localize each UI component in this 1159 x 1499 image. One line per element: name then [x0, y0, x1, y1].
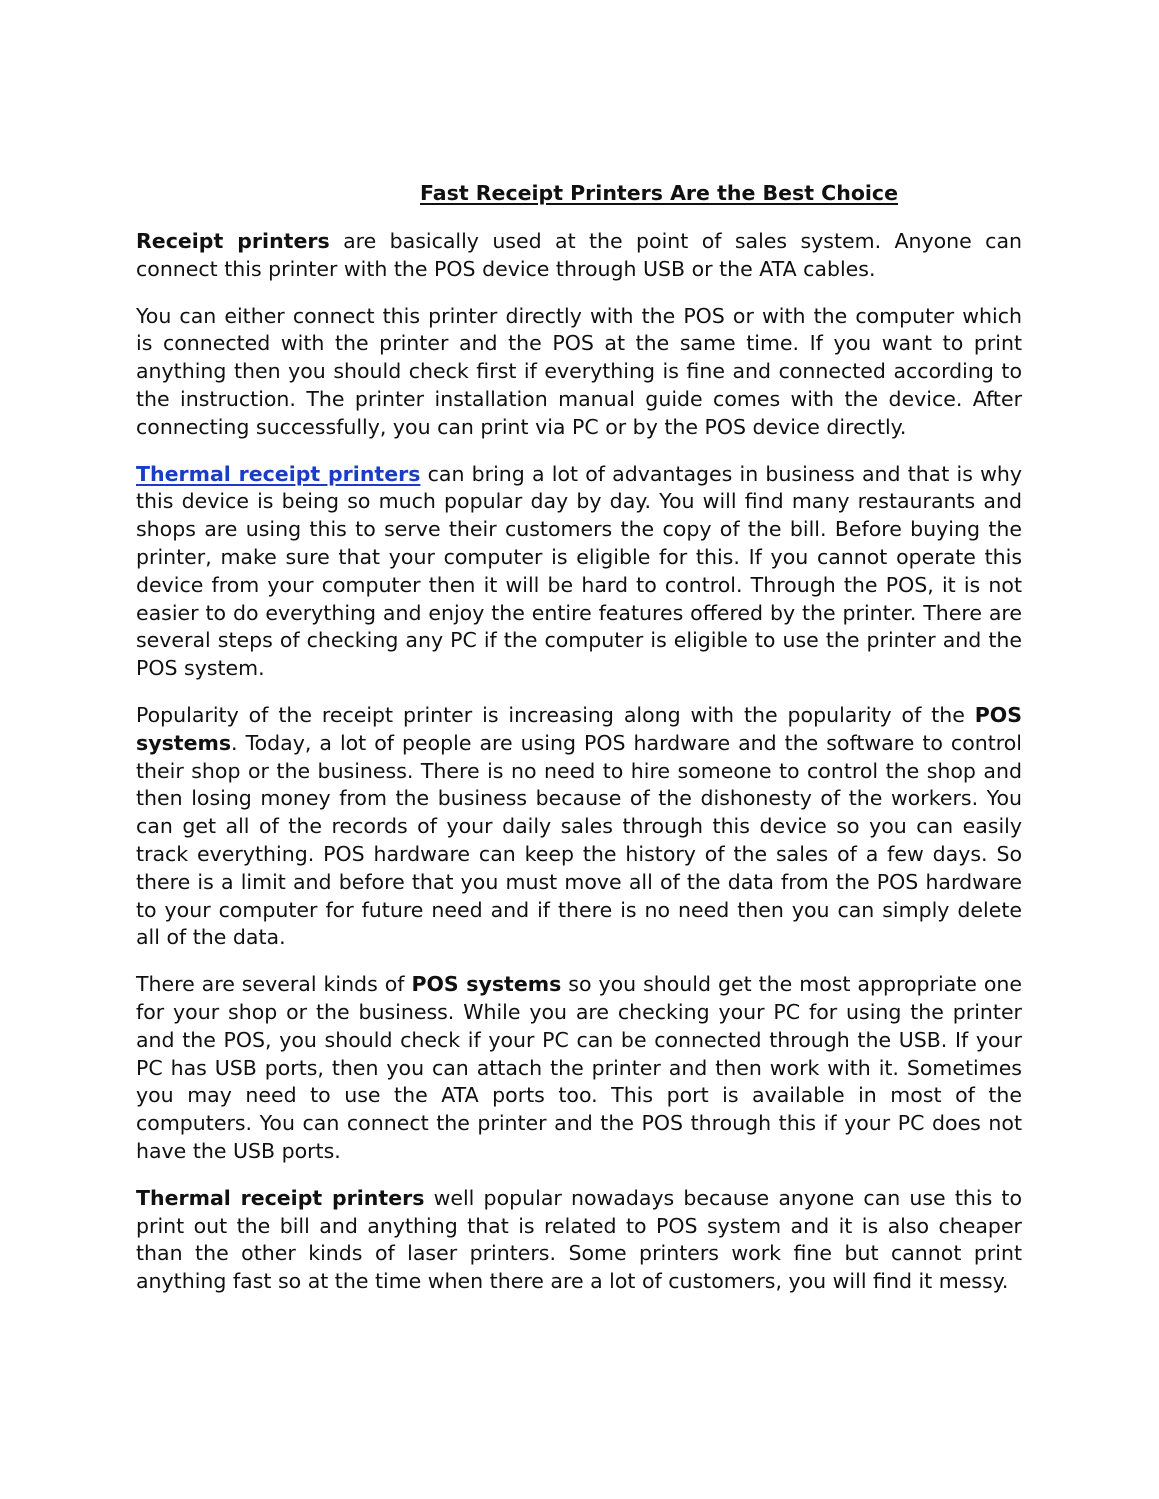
paragraph-1-text: are basically used at the point of sales system. Anyone can connect this printer with the POS device through USB or the ATA cables. [136, 229, 1022, 281]
paragraph-6 [136, 1185, 1022, 1296]
paragraph-2 [136, 303, 1022, 442]
paragraph-4-text-after: . Today, a lot of people are using POS hardware and the software to control their shop or the business. There is no need to hire someone to control the shop and then losing money from the business because of the dishonesty of the workers. You can get all of the records of your daily sales through this device so you can easily track everything. POS hardware can keep the history of the sales of a few days. So there is a limit and before that you must move all of the data from the POS hardware to your computer for future need and if there is no need then you can simply delete all of the data. [136, 730, 1022, 950]
document-title-text: Fast Receipt Printers Are the Best Choice [420, 181, 898, 205]
paragraph-4-text-before: Popularity of the receipt printer is increasing along with the popularity of the [136, 702, 975, 727]
paragraph-3 [136, 461, 1022, 683]
thermal-receipt-printers-link[interactable]: Thermal receipt printers [136, 461, 421, 486]
paragraph-5-text-before: There are several kinds of [136, 972, 412, 997]
paragraph-2-text: You can either connect this printer directly with the POS or with the computer which is connected with the printer and the POS at the same time. If you want to print anything then you should check first if everything is fine and connected according to the instruction. The printer installation manual guide comes with the device. After connecting successfully, you can print via PC or by the POS device directly. [136, 303, 1022, 439]
paragraph-4 [136, 702, 1022, 952]
paragraph-6-bold: Thermal receipt printers [136, 1185, 425, 1210]
paragraph-4-bold: POS systems [136, 702, 1022, 755]
paragraph-5-text-after: so you should get the most appropriate one for your shop or the business. While you are checking your PC for using the printer and the POS, you should check if your PC can be connected through the USB. If your PC has USB ports, then you can attach the printer and then work with it. Sometimes you may need to use the ATA ports too. This port is available in most of the computers. You can connect the printer and the POS through this if your PC does not have the USB ports. [136, 972, 1022, 1163]
paragraph-5 [136, 971, 1022, 1166]
paragraph-3-text: can bring a lot of advantages in business and that is why this device is being so much popular day by day. You will find many restaurants and shops are using this to serve their customers the copy of the bill. Before buying the printer, make sure that your computer is eligible for this. If you cannot operate this device from your computer then it will be hard to control. Through the POS, it is not easier to do everything and enjoy the entire features offered by the printer. There are several steps of checking any PC if the computer is eligible to use the printer and the POS system. [136, 461, 1022, 681]
paragraph-1 [136, 228, 1022, 284]
paragraph-5-bold: POS systems [411, 972, 562, 997]
paragraph-1-bold: Receipt printers [136, 229, 330, 253]
document-title [136, 178, 1022, 208]
document-page [136, 178, 1022, 1315]
paragraph-6-text: well popular nowadays because anyone can use this to print out the bill and anything that is related to POS system and it is also cheaper than the other kinds of laser printers. Some printers work fine but cannot print anything fast so at the time when there are a lot of customers, you will find it messy. [136, 1185, 1023, 1294]
